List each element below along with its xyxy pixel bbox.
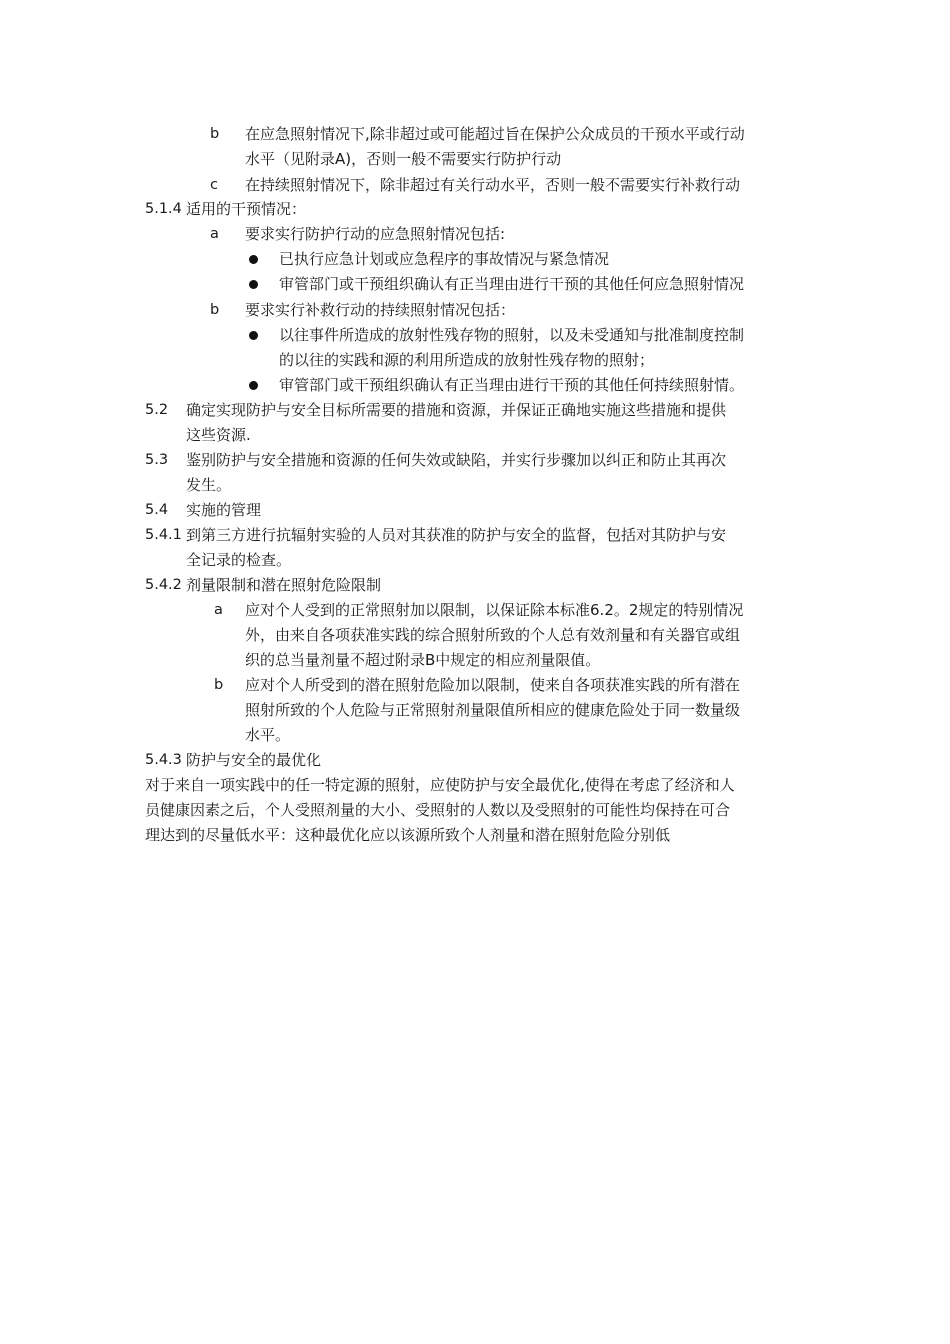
list-item-text: 水平。 xyxy=(245,726,291,744)
list-marker: b xyxy=(210,302,220,318)
list-item-text: 要求实行防护行动的应急照射情况包括: xyxy=(245,225,506,243)
list-marker: b xyxy=(210,126,220,142)
list-marker: b xyxy=(214,677,224,693)
section-title: 防护与安全的最优化 xyxy=(186,751,322,769)
section-text: 全记录的检查。 xyxy=(186,551,292,569)
list-marker: a xyxy=(214,602,223,618)
bullet-text: 已执行应急计划或应急程序的事故情况与紧急情况 xyxy=(279,250,610,268)
paragraph-line: 员健康因素之后，个人受照剂量的大小、受照射的人数以及受照射的可能性均保持在可合 xyxy=(145,801,731,819)
section-text: 到第三方进行抗辐射实验的人员对其获准的防护与安全的监督，包括对其防护与安 xyxy=(186,526,727,544)
bullet-icon xyxy=(249,280,258,289)
section-number: 5.4.1 xyxy=(145,527,182,543)
list-item-text: 应对个人所受到的潜在照射危险加以限制，使来自各项获准实践的所有潜在 xyxy=(245,676,741,694)
bullet-icon xyxy=(249,255,258,264)
bullet-text: 以往事件所造成的放射性残存物的照射，以及未受通知与批准制度控制 xyxy=(279,326,745,344)
section-title: 适用的干预情况： xyxy=(186,200,307,218)
list-marker: c xyxy=(210,177,218,193)
paragraph-line: 对于来自一项实践中的任一特定源的照射，应使防护与安全最优化,使得在考虑了经济和人 xyxy=(145,776,735,794)
list-item-text: 水平（见附录A)，否则一般不需要实行防护行动 xyxy=(245,150,562,168)
section-title: 剂量限制和潜在照射危险限制 xyxy=(186,576,382,594)
section-number: 5.4.3 xyxy=(145,752,182,768)
list-item-text: 应对个人受到的正常照射加以限制，以保证除本标准6.2。2规定的特别情况 xyxy=(245,601,744,619)
bullet-icon xyxy=(249,381,258,390)
section-text: 这些资源. xyxy=(186,426,251,444)
bullet-text: 的以往的实践和源的利用所造成的放射性残存物的照射； xyxy=(279,351,655,369)
list-item-text: 织的总当量剂量不超过附录B中规定的相应剂量限值。 xyxy=(245,651,601,669)
bullet-icon xyxy=(249,331,258,340)
list-marker: a xyxy=(210,226,219,242)
section-number: 5.1.4 xyxy=(145,201,182,217)
bullet-text: 审管部门或干预组织确认有正当理由进行干预的其他任何应急照射情况 xyxy=(279,275,745,293)
section-number: 5.3 xyxy=(145,452,169,468)
section-number: 5.4 xyxy=(145,502,169,518)
section-text: 确定实现防护与安全目标所需要的措施和资源，并保证正确地实施这些措施和提供 xyxy=(186,401,727,419)
list-item-text: 在持续照射情况下，除非超过有关行动水平，否则一般不需要实行补救行动 xyxy=(245,176,741,194)
paragraph-line: 理达到的尽量低水平：这种最优化应以该源所致个人剂量和潜在照射危险分别低 xyxy=(145,826,671,844)
section-text: 发生。 xyxy=(186,476,232,494)
list-item-text: 照射所致的个人危险与正常照射剂量限值所相应的健康危险处于同一数量级 xyxy=(245,701,741,719)
section-number: 5.2 xyxy=(145,402,169,418)
list-item-text: 在应急照射情况下,除非超过或可能超过旨在保护公众成员的干预水平或行动 xyxy=(245,125,745,143)
section-number: 5.4.2 xyxy=(145,577,182,593)
section-title: 实施的管理 xyxy=(186,501,262,519)
list-item-text: 要求实行补救行动的持续照射情况包括： xyxy=(245,301,516,319)
list-item-text: 外，由来自各项获准实践的综合照射所致的个人总有效剂量和有关器官或组 xyxy=(245,626,741,644)
section-text: 鉴别防护与安全措施和资源的任何失效或缺陷，并实行步骤加以纠正和防止其再次 xyxy=(186,451,727,469)
bullet-text: 审管部门或干预组织确认有正当理由进行干预的其他任何持续照射情。 xyxy=(279,376,745,394)
